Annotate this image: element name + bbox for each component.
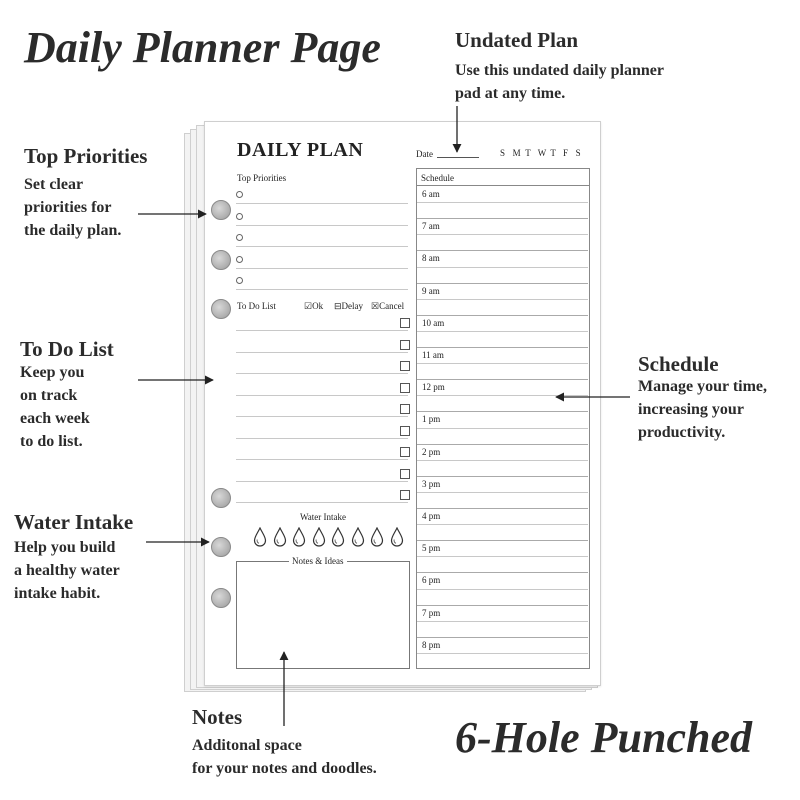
top-priorities-label: Top Priorities <box>237 173 287 183</box>
schedule-hour-label: 5 pm <box>422 543 441 554</box>
schedule-line: Manage your time, <box>638 378 768 395</box>
todo-delay-label: Delay <box>341 301 364 311</box>
todo-line: each week <box>20 410 90 427</box>
schedule-hour-label: 6 am <box>422 189 440 199</box>
date-label: Date <box>416 149 433 159</box>
schedule-line: productivity. <box>638 424 726 441</box>
water-line: a healthy water <box>14 562 120 579</box>
water-line: intake habit. <box>14 585 101 602</box>
schedule-line: increasing your <box>638 401 744 418</box>
todo-delay-legend: ⊟Delay <box>334 301 364 311</box>
weekday-letter: S <box>575 148 581 158</box>
schedule-heading: Schedule <box>638 352 719 376</box>
schedule-hour-label: 9 am <box>422 285 440 296</box>
todo-cancel-legend: ☒Cancel <box>371 301 405 311</box>
schedule-hour-label: 4 pm <box>422 511 441 521</box>
todo-ok-label: Ok <box>312 301 324 311</box>
undated-line: Use this undated daily planner <box>455 62 664 79</box>
schedule-hour-label: 7 am <box>422 221 440 232</box>
notes-line: Additonal space <box>192 737 302 754</box>
notes-ideas-label: Notes & Ideas <box>289 556 347 566</box>
weekday-letter: T <box>550 148 556 158</box>
water-heading: Water Intake <box>14 510 134 534</box>
schedule-hour-label: 12 pm <box>422 382 445 393</box>
todo-heading: To Do List <box>20 337 114 361</box>
weekday-letter: S <box>500 148 506 158</box>
water-line: Help you build <box>14 539 116 556</box>
todo-line: on track <box>20 387 78 404</box>
weekday-letter: T <box>525 148 531 158</box>
todo-cancel-label: Cancel <box>379 301 405 311</box>
priorities-line: Set clear <box>24 176 84 193</box>
schedule-hour-label: 10 am <box>422 317 445 328</box>
notes-line: for your notes and doodles. <box>192 760 377 777</box>
weekday-letter: W <box>537 148 547 158</box>
weekday-letter: F <box>562 148 568 158</box>
planner-title: DAILY PLAN <box>237 139 364 161</box>
schedule-hour-label: 8 am <box>422 253 440 264</box>
undated-line: pad at any time. <box>455 85 566 102</box>
undated-heading: Undated Plan <box>455 28 579 52</box>
schedule-hour-label: 2 pm <box>422 446 441 457</box>
todo-line: Keep you <box>20 364 85 381</box>
schedule-label: Schedule <box>421 173 454 183</box>
todo-ok-legend: ☑Ok <box>304 301 324 311</box>
schedule-hour-label: 11 am <box>422 350 444 360</box>
priorities-line: priorities for <box>24 199 112 216</box>
priorities-line: the daily plan. <box>24 222 122 239</box>
todo-label: To Do List <box>237 301 276 311</box>
schedule-hour-label: 3 pm <box>422 478 441 489</box>
schedule-hour-label: 7 pm <box>422 607 441 618</box>
schedule-hour-label: 6 pm <box>422 575 441 586</box>
todo-line: to do list. <box>20 433 83 450</box>
notes-heading: Notes <box>192 705 243 729</box>
main-title: Daily Planner Page <box>24 23 381 72</box>
water-intake-label: Water Intake <box>300 512 346 522</box>
schedule-hour-label: 1 pm <box>422 414 441 425</box>
footer-title: 6-Hole Punched <box>455 713 752 762</box>
schedule-hour-label: 8 pm <box>422 639 441 650</box>
weekday-letter: M <box>512 148 521 158</box>
priorities-heading: Top Priorities <box>24 144 148 168</box>
